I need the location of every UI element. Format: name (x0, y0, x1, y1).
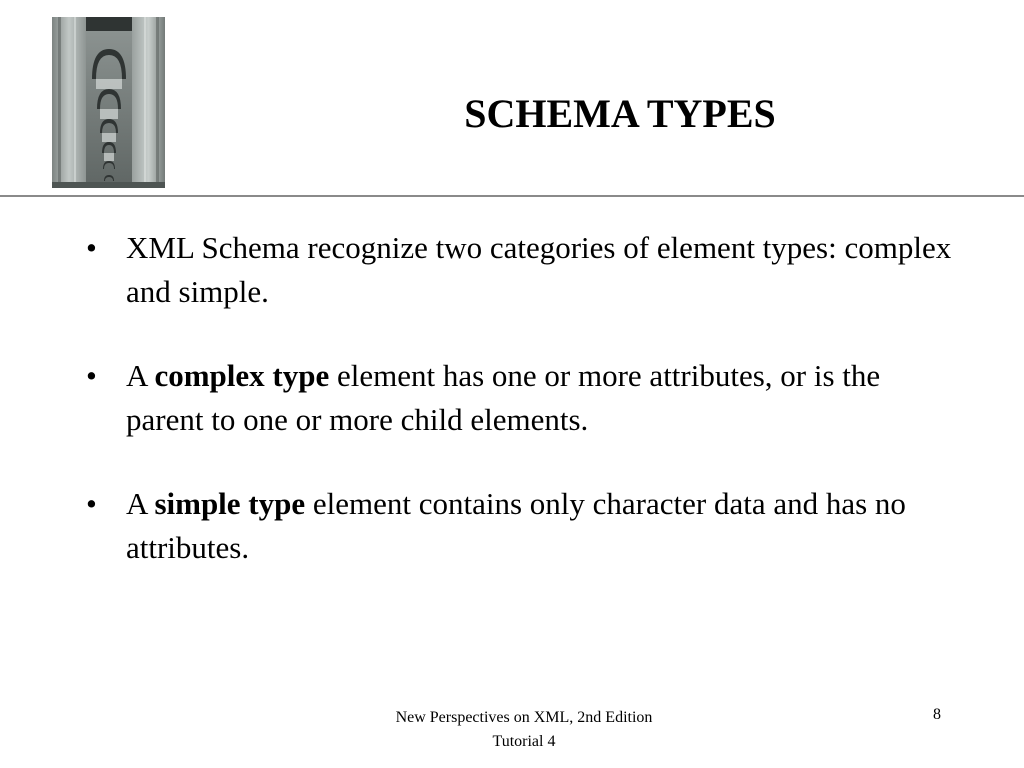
bullet-text-prefix: A (126, 358, 155, 393)
bullet-text-prefix: A (126, 486, 155, 521)
bullet-text-suffix: element has one or more attributes, or is the parent to one or more child elements. (126, 358, 881, 437)
bullet-item (84, 354, 964, 442)
bullet-marker: • (86, 358, 97, 393)
footer (324, 706, 724, 754)
bullet-item (84, 482, 964, 570)
title-divider (0, 195, 1024, 197)
bullet-item (84, 226, 964, 314)
bullet-text-suffix: element contains only character data and has no attributes. (126, 486, 906, 565)
bullet-list (84, 226, 964, 610)
bullet-marker: • (86, 230, 97, 265)
bullet-marker: • (86, 486, 97, 521)
bullet-term: complex type (154, 358, 330, 393)
footer-tutorial: Tutorial 4 (492, 733, 556, 750)
bullet-text: XML Schema recognize two categories of element types: complex and simple. (126, 230, 952, 309)
bridge-arches-icon (52, 17, 165, 188)
slide-title: SCHEMA TYPES (464, 91, 776, 136)
page-number: 8 (933, 706, 941, 723)
footer-book-title: New Perspectives on XML, 2nd Edition (395, 709, 653, 726)
bridge-photo (52, 17, 165, 188)
bullet-term: simple type (154, 486, 306, 521)
